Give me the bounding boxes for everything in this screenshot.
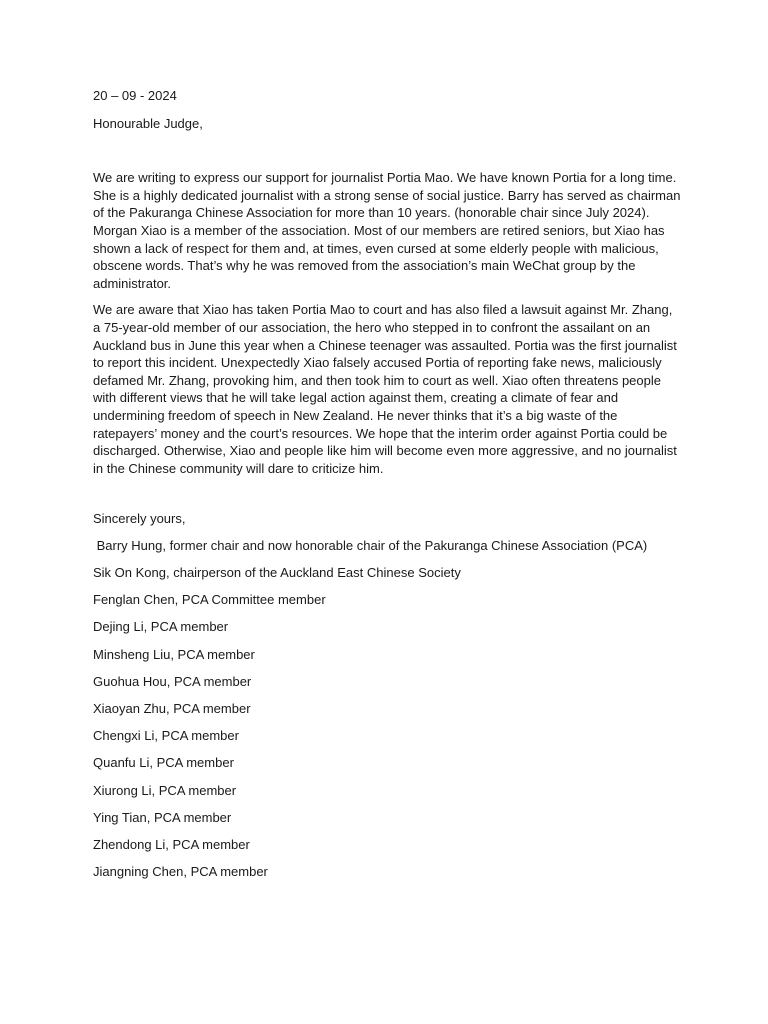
signatory: Xiurong Li, PCA member: [93, 782, 237, 798]
signatory-list: [93, 537, 681, 881]
letter-body: [93, 87, 681, 894]
letter-salutation: Honourable Judge,: [93, 115, 203, 131]
signatory: Quanfu Li, PCA member: [93, 755, 234, 771]
signatory: Minsheng Liu, PCA member: [93, 646, 255, 662]
signatory: Barry Hung, former chair and now honorable chair of the Pakuranga Chinese Association (PCA): [93, 537, 648, 553]
signatory: Ying Tian, PCA member: [93, 809, 232, 825]
signatory: Dejing Li, PCA member: [93, 619, 229, 635]
letter-closing: Sincerely yours,: [93, 511, 186, 527]
letter-paragraph-1: We are writing to express our support for journalist Portia Mao. We have known Portia for a long time. She is a highly dedicated journalist with a strong sense of social justice. Barry has served as chairman of the Pakuranga Chinese Association for more than 10 years. (honorable chair since July 2024). Morgan Xiao is a member of the association. Most of our members are retired seniors, but Xiao has shown a lack of respect for them and, at times, even cursed at some elderly people with malicious, obscene words. That’s why he was removed from the association’s main WeChat group by the administrator.: [93, 170, 681, 291]
signatory: Chengxi Li, PCA member: [93, 728, 239, 744]
signatory: Fenglan Chen, PCA Committee member: [93, 592, 326, 608]
signatory: Jiangning Chen, PCA member: [93, 864, 268, 880]
letter-paragraph-2: We are aware that Xiao has taken Portia Mao to court and has also filed a lawsuit against Mr. Zhang, a 75-year-old member of our association, the hero who stepped in to confront the assailant on an Auckland bus in June this year when a Chinese teenager was assaulted. Portia was the first journalist to report this incident. Unexpectedly Xiao falsely accused Portia of reporting fake news, maliciously defamed Mr. Zhang, provoking him, and then took him to court as well. Xiao often threatens people with different views that he will take legal action against them, creating a climate of fear and undermining freedom of speech in New Zealand. He never thinks that it’s a big waste of the ratepayers’ money and the court’s resources. We hope that the interim order against Portia could be discharged. Otherwise, Xiao and people like him will become even more aggressive, and no journalist in the Chinese community will dare to criticize him.: [93, 302, 677, 476]
letter-date: 20 – 09 - 2024: [93, 88, 177, 103]
signatory: Xiaoyan Zhu, PCA member: [93, 701, 251, 716]
signatory: Zhendong Li, PCA member: [93, 836, 250, 852]
signatory: Guohua Hou, PCA member: [93, 673, 252, 689]
signatory: Sik On Kong, chairperson of the Auckland East Chinese Society: [93, 565, 461, 581]
